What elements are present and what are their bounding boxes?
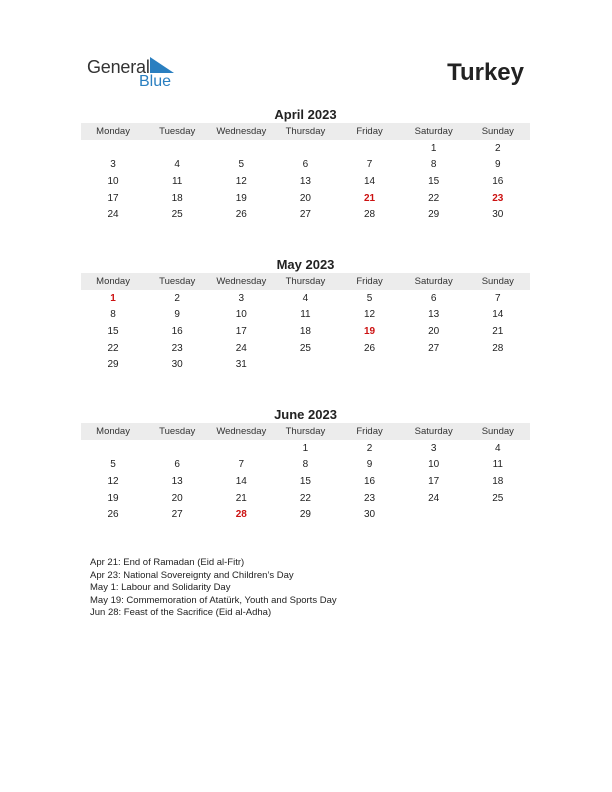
logo-text-general: General (87, 57, 150, 77)
day-cell: 28 (235, 509, 247, 521)
day-cell: 17 (107, 192, 119, 204)
day-cell: 30 (364, 509, 376, 521)
weekday-label: Wednesday (216, 276, 267, 287)
day-cell: 24 (107, 209, 119, 221)
day-cell: 2 (174, 292, 180, 304)
month-title: June 2023 (274, 407, 337, 422)
week-row (81, 323, 530, 340)
day-cell: 7 (495, 292, 501, 304)
day-cell: 24 (235, 342, 247, 354)
day-cell: 11 (171, 175, 183, 187)
day-cell: 26 (235, 209, 247, 221)
week-row (81, 490, 530, 507)
day-cell: 4 (495, 442, 501, 454)
day-cell: 29 (107, 359, 119, 371)
day-cell: 19 (364, 325, 376, 337)
day-cell: 22 (428, 192, 440, 204)
holiday-note: Jun 28: Feast of the Sacrifice (Eid al-Adha) (90, 607, 272, 619)
day-cell: 5 (238, 159, 245, 171)
day-cell: 16 (171, 325, 183, 337)
day-cell: 23 (171, 342, 183, 354)
day-cell: 21 (492, 325, 504, 337)
day-cell: 31 (235, 359, 247, 371)
holiday-note: May 1: Labour and Solidarity Day (90, 582, 231, 594)
day-cell: 4 (302, 292, 309, 304)
day-cell: 25 (299, 342, 311, 354)
weekday-header-row (81, 423, 530, 440)
weekday-label: Saturday (414, 426, 453, 437)
day-cell: 6 (430, 292, 437, 304)
day-cell: 6 (174, 459, 180, 471)
holiday-note: Apr 21: End of Ramadan (Eid al-Fitr) (90, 557, 245, 568)
weekday-label: Thursday (285, 426, 326, 437)
day-cell: 28 (492, 342, 504, 354)
day-cell: 16 (364, 475, 376, 487)
day-cell: 13 (299, 175, 311, 187)
day-cell: 4 (174, 159, 180, 171)
day-cell: 14 (235, 475, 247, 487)
day-cell: 9 (366, 459, 373, 471)
weekday-label: Thursday (285, 276, 326, 287)
week-row (81, 356, 530, 373)
day-cell: 18 (492, 475, 504, 487)
week-row (81, 340, 530, 357)
day-cell: 7 (238, 459, 245, 471)
weekday-label: Monday (96, 426, 130, 437)
day-cell: 8 (110, 309, 116, 321)
day-cell: 24 (428, 492, 440, 504)
day-cell: 22 (107, 342, 119, 354)
day-cell: 20 (299, 192, 311, 204)
day-cell: 1 (110, 292, 116, 304)
day-cell: 28 (364, 209, 376, 221)
day-cell: 1 (302, 442, 309, 454)
week-row (81, 190, 530, 207)
weekday-label: Tuesday (159, 126, 196, 137)
day-cell: 19 (235, 192, 247, 204)
day-cell: 2 (366, 442, 373, 454)
day-cell: 3 (238, 292, 245, 304)
weekday-header-row (81, 273, 530, 290)
weekday-label: Sunday (481, 276, 514, 287)
day-cell: 2 (495, 142, 501, 154)
week-row (81, 206, 530, 223)
day-cell: 5 (110, 459, 116, 471)
week-row (81, 440, 530, 457)
day-cell: 15 (107, 325, 119, 337)
day-cell: 6 (302, 159, 309, 171)
day-cell: 23 (364, 492, 376, 504)
holiday-notes (90, 557, 350, 620)
day-cell: 22 (299, 492, 311, 504)
day-cell: 27 (299, 209, 311, 221)
day-cell: 14 (364, 175, 376, 187)
weekday-label: Friday (356, 426, 383, 437)
day-cell: 9 (495, 159, 501, 171)
generalblue-logo (87, 55, 197, 95)
day-cell: 30 (171, 359, 183, 371)
day-cell: 25 (492, 492, 504, 504)
weekday-label: Wednesday (216, 426, 267, 437)
day-cell: 13 (428, 309, 440, 321)
day-cell: 12 (364, 309, 376, 321)
day-cell: 12 (107, 475, 119, 487)
day-cell: 12 (235, 175, 247, 187)
weekday-label: Sunday (481, 426, 514, 437)
weekday-header-row (81, 123, 530, 140)
day-cell: 30 (492, 209, 504, 221)
month-april (81, 107, 530, 223)
day-cell: 13 (171, 475, 183, 487)
day-cell: 27 (428, 342, 440, 354)
weekday-label: Monday (96, 126, 130, 137)
week-row (81, 473, 530, 490)
day-cell: 21 (235, 492, 247, 504)
day-cell: 5 (366, 292, 373, 304)
day-cell: 10 (107, 175, 119, 187)
day-cell: 18 (171, 192, 183, 204)
month-title: May 2023 (276, 257, 335, 272)
day-cell: 23 (492, 192, 504, 204)
day-cell: 25 (171, 209, 183, 221)
holiday-note: May 19: Commemoration of Atatürk, Youth and Sports Day (90, 594, 337, 606)
week-row (81, 290, 530, 307)
week-row (81, 157, 530, 174)
weekday-label: Sunday (481, 126, 514, 137)
day-cell: 15 (299, 475, 311, 487)
weekday-label: Tuesday (159, 426, 196, 437)
weekday-label: Tuesday (159, 276, 196, 287)
day-cell: 27 (171, 509, 183, 521)
day-cell: 10 (428, 459, 440, 471)
day-cell: 8 (302, 459, 309, 471)
day-cell: 29 (299, 509, 311, 521)
day-cell: 17 (235, 325, 247, 337)
week-row (81, 173, 530, 190)
day-cell: 11 (492, 459, 503, 471)
weekday-label: Friday (356, 126, 383, 137)
week-row (81, 307, 530, 324)
month-may (81, 257, 530, 373)
day-cell: 21 (364, 192, 376, 204)
day-cell: 11 (300, 309, 311, 321)
day-cell: 17 (428, 475, 440, 487)
month-june (81, 407, 530, 523)
day-cell: 16 (492, 175, 504, 187)
month-title: April 2023 (274, 107, 337, 122)
day-cell: 7 (366, 159, 373, 171)
day-cell: 29 (428, 209, 440, 221)
week-row (81, 457, 530, 474)
day-cell: 19 (107, 492, 119, 504)
holiday-note: Apr 23: National Sovereignty and Children’s Day (90, 569, 294, 581)
weekday-label: Wednesday (216, 126, 267, 137)
day-cell: 9 (174, 309, 180, 321)
day-cell: 14 (492, 309, 504, 321)
day-cell: 18 (299, 325, 311, 337)
weekday-label: Saturday (414, 126, 453, 137)
day-cell: 8 (430, 159, 437, 171)
day-cell: 3 (430, 442, 437, 454)
week-row (81, 140, 530, 157)
day-cell: 10 (235, 309, 247, 321)
day-cell: 3 (110, 159, 116, 171)
logo-text-blue: Blue (139, 73, 172, 90)
weekday-label: Saturday (414, 276, 453, 287)
day-cell: 26 (364, 342, 376, 354)
day-cell: 20 (171, 492, 183, 504)
weekday-label: Friday (356, 276, 383, 287)
day-cell: 1 (430, 142, 437, 154)
week-row (81, 506, 530, 523)
country-title: Turkey (447, 59, 524, 86)
day-cell: 26 (107, 509, 119, 521)
day-cell: 15 (428, 175, 440, 187)
weekday-label: Monday (96, 276, 130, 287)
day-cell: 20 (428, 325, 440, 337)
weekday-label: Thursday (285, 126, 326, 137)
